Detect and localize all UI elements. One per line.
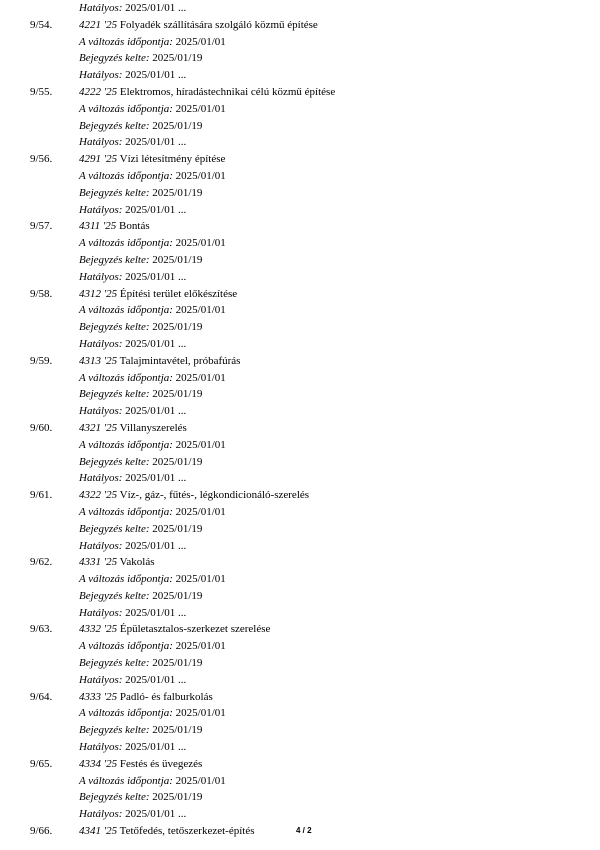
effective-label: Hatályos: (79, 203, 123, 216)
entry-name: Vízi létesítmény építése (119, 153, 226, 166)
entry-title-line (0, 286, 600, 303)
entry-name: Villanyszerelés (119, 421, 187, 434)
entry-date-label: Bejegyzés kelte: (79, 791, 150, 804)
entry-date-value: 2025/01/19 (152, 724, 203, 737)
change-date-line (0, 34, 600, 51)
change-date-label: A változás időpontja: (79, 505, 173, 518)
list-item (0, 420, 600, 487)
list-item (0, 286, 600, 353)
entry-code: 4322 '25 (79, 489, 118, 502)
change-date-line (0, 437, 600, 454)
change-date-line (0, 168, 600, 185)
effective-label: Hatályos: (79, 337, 123, 350)
list-item (0, 353, 600, 420)
entry-number: 9/55. (30, 85, 53, 98)
effective-line (0, 806, 600, 823)
effective-line (0, 0, 600, 17)
list-item (0, 84, 600, 151)
entry-code: 4312 '25 (79, 287, 118, 300)
change-date-label: A változás időpontja: (79, 438, 173, 451)
entry-title-line (0, 218, 600, 235)
change-date-value: 2025/01/01 (175, 707, 226, 720)
list-item (0, 218, 600, 285)
change-date-value: 2025/01/01 (175, 371, 226, 384)
entry-name: Elektromos, híradástechnikai célú közmű építése (119, 85, 336, 98)
entry-title-line (0, 487, 600, 504)
page-number: 4 / 2 (296, 826, 312, 835)
entry-date-label: Bejegyzés kelte: (79, 321, 150, 334)
entry-date-value: 2025/01/19 (152, 321, 203, 334)
entry-code: 4341 '25 (79, 825, 118, 838)
entry-date-line (0, 789, 600, 806)
entry-number: 9/64. (30, 690, 53, 703)
entry-date-line (0, 386, 600, 403)
entry-date-value: 2025/01/19 (152, 455, 203, 468)
entry-number: 9/59. (30, 354, 53, 367)
entry-number: 9/61. (30, 489, 53, 502)
entry-date-value: 2025/01/19 (152, 791, 203, 804)
entry-number: 9/62. (30, 556, 53, 569)
change-date-value: 2025/01/01 (175, 505, 226, 518)
entry-date-line (0, 118, 600, 135)
change-date-label: A változás időpontja: (79, 102, 173, 115)
list-item (0, 151, 600, 218)
entry-date-value: 2025/01/19 (152, 186, 203, 199)
entry-title-line (0, 84, 600, 101)
entry-date-line (0, 655, 600, 672)
change-date-value: 2025/01/01 (175, 640, 226, 653)
entry-date-label: Bejegyzés kelte: (79, 522, 150, 535)
effective-value: 2025/01/01 ... (125, 606, 187, 619)
effective-value: 2025/01/01 ... (125, 472, 187, 485)
effective-value: 2025/01/01 ... (125, 69, 187, 82)
change-date-label: A változás időpontja: (79, 35, 173, 48)
change-date-line (0, 235, 600, 252)
effective-label: Hatályos: (79, 472, 123, 485)
entry-date-label: Bejegyzés kelte: (79, 388, 150, 401)
effective-label: Hatályos: (79, 606, 123, 619)
list-item (0, 487, 600, 554)
change-date-label: A változás időpontja: (79, 640, 173, 653)
entry-title-line (0, 420, 600, 437)
entry-date-line (0, 50, 600, 67)
entry-date-line (0, 454, 600, 471)
entry-name: Bontás (119, 220, 150, 233)
change-date-label: A változás időpontja: (79, 169, 173, 182)
change-date-line (0, 773, 600, 790)
entry-date-label: Bejegyzés kelte: (79, 119, 150, 132)
entry-name: Víz-, gáz-, fűtés-, légkondicionáló-szerelés (119, 489, 310, 502)
change-date-line (0, 302, 600, 319)
entry-date-line (0, 588, 600, 605)
entry-date-label: Bejegyzés kelte: (79, 657, 150, 670)
effective-label: Hatályos: (79, 136, 123, 149)
entry-name: Talajmintavétel, próbafúrás (119, 354, 241, 367)
entry-code: 4313 '25 (79, 354, 118, 367)
entry-date-value: 2025/01/19 (152, 52, 203, 65)
effective-line (0, 269, 600, 286)
entry-list (0, 17, 600, 823)
effective-line (0, 202, 600, 219)
entry-name: Festés és üvegezés (119, 757, 203, 770)
entry-code: 4222 '25 (79, 85, 118, 98)
entry-number: 9/63. (30, 623, 53, 636)
effective-value: 2025/01/01 ... (125, 673, 187, 686)
effective-label: Hatályos: (79, 69, 123, 82)
change-date-label: A változás időpontja: (79, 371, 173, 384)
effective-value: 2025/01/01 ... (125, 2, 187, 14)
entry-number: 9/57. (30, 220, 53, 233)
change-date-line (0, 101, 600, 118)
change-date-value: 2025/01/01 (175, 774, 226, 787)
change-date-value: 2025/01/01 (175, 35, 226, 48)
change-date-value: 2025/01/01 (175, 438, 226, 451)
entry-code: 4333 '25 (79, 690, 118, 703)
entry-date-line (0, 252, 600, 269)
change-date-label: A változás időpontja: (79, 774, 173, 787)
effective-value: 2025/01/01 ... (125, 741, 187, 754)
change-date-label: A változás időpontja: (79, 573, 173, 586)
entry-number: 9/58. (30, 287, 53, 300)
change-date-label: A változás időpontja: (79, 304, 173, 317)
entry-code: 4334 '25 (79, 757, 118, 770)
effective-line (0, 67, 600, 84)
change-date-line (0, 504, 600, 521)
effective-value: 2025/01/01 ... (125, 405, 187, 418)
list-item (0, 756, 600, 823)
entry-code: 4332 '25 (79, 623, 118, 636)
change-date-line (0, 571, 600, 588)
effective-line (0, 403, 600, 420)
effective-label: Hatályos: (79, 270, 123, 283)
change-date-value: 2025/01/01 (175, 169, 226, 182)
entry-number: 9/66. (30, 825, 53, 838)
entry-title-line (0, 689, 600, 706)
entry-name: Építési terület előkészítése (119, 287, 238, 300)
change-date-line (0, 705, 600, 722)
entry-title-line (0, 353, 600, 370)
entry-date-value: 2025/01/19 (152, 589, 203, 602)
entry-date-value: 2025/01/19 (152, 388, 203, 401)
effective-label: Hatályos: (79, 2, 123, 14)
entry-number: 9/54. (30, 18, 53, 31)
effective-label: Hatályos: (79, 673, 123, 686)
change-date-line (0, 638, 600, 655)
entry-code: 4331 '25 (79, 556, 118, 569)
change-date-line (0, 370, 600, 387)
effective-value: 2025/01/01 ... (125, 337, 187, 350)
entry-title-line (0, 17, 600, 34)
effective-value: 2025/01/01 ... (125, 539, 187, 552)
entry-date-line (0, 521, 600, 538)
entry-name: Épületasztalos-szerkezet szerelése (119, 623, 271, 636)
entry-title-line (0, 554, 600, 571)
effective-label: Hatályos: (79, 808, 123, 821)
effective-value: 2025/01/01 ... (125, 270, 187, 283)
entry-title-line (0, 151, 600, 168)
entry-date-value: 2025/01/19 (152, 657, 203, 670)
entry-date-line (0, 319, 600, 336)
effective-line (0, 605, 600, 622)
change-date-value: 2025/01/01 (175, 573, 226, 586)
effective-label: Hatályos: (79, 405, 123, 418)
effective-label: Hatályos: (79, 741, 123, 754)
entry-date-label: Bejegyzés kelte: (79, 186, 150, 199)
entry-number: 9/56. (30, 153, 53, 166)
change-date-value: 2025/01/01 (175, 304, 226, 317)
effective-line (0, 739, 600, 756)
list-item (0, 17, 600, 84)
effective-line (0, 336, 600, 353)
change-date-label: A változás időpontja: (79, 237, 173, 250)
entry-date-label: Bejegyzés kelte: (79, 589, 150, 602)
entry-date-line (0, 185, 600, 202)
effective-line (0, 538, 600, 555)
entry-date-label: Bejegyzés kelte: (79, 52, 150, 65)
list-item (0, 621, 600, 688)
effective-label: Hatályos: (79, 539, 123, 552)
change-date-label: A változás időpontja: (79, 707, 173, 720)
effective-value: 2025/01/01 ... (125, 808, 187, 821)
entry-date-label: Bejegyzés kelte: (79, 724, 150, 737)
entry-date-line (0, 722, 600, 739)
entry-date-label: Bejegyzés kelte: (79, 253, 150, 266)
entry-code: 4291 '25 (79, 153, 118, 166)
entry-name: Padló- és falburkolás (119, 690, 213, 703)
effective-line (0, 134, 600, 151)
effective-value: 2025/01/01 ... (125, 203, 187, 216)
entry-number: 9/65. (30, 757, 53, 770)
change-date-value: 2025/01/01 (175, 102, 226, 115)
entry-code: 4221 '25 (79, 18, 118, 31)
entry-title-line (0, 621, 600, 638)
entry-name: Vakolás (119, 556, 155, 569)
entry-name: Folyadék szállítására szolgáló közmű építése (119, 18, 318, 31)
entry-date-value: 2025/01/19 (152, 253, 203, 266)
effective-value: 2025/01/01 ... (125, 136, 187, 149)
entry-date-label: Bejegyzés kelte: (79, 455, 150, 468)
entry-title-line (0, 756, 600, 773)
entry-date-value: 2025/01/19 (152, 119, 203, 132)
change-date-value: 2025/01/01 (175, 237, 226, 250)
effective-line (0, 672, 600, 689)
entry-date-value: 2025/01/19 (152, 522, 203, 535)
entry-code: 4321 '25 (79, 421, 118, 434)
entry-code: 4311 '25 (79, 220, 117, 233)
entry-name: Tetőfedés, tetőszerkezet-építés (119, 825, 255, 838)
list-item (0, 689, 600, 756)
effective-line (0, 470, 600, 487)
entry-number: 9/60. (30, 421, 53, 434)
list-item (0, 554, 600, 621)
